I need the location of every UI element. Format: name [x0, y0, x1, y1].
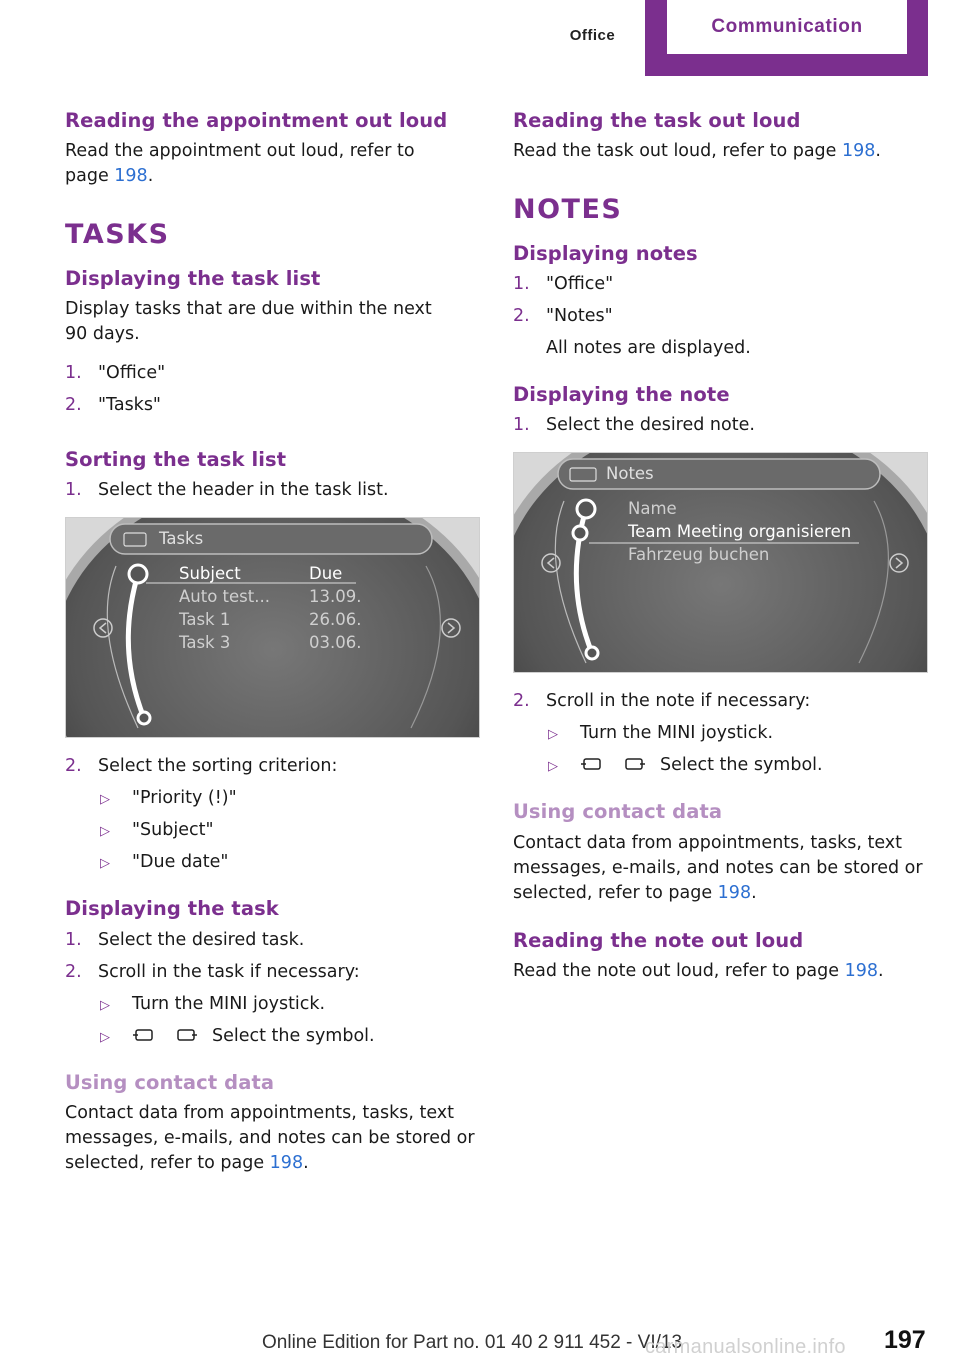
column-header-subject: Subject: [179, 564, 241, 584]
watermark: carmanualsonline.info: [645, 1336, 846, 1358]
chapter-title-tasks: TASKS: [65, 219, 170, 251]
section-title-contact-data: Using contact data: [65, 1070, 275, 1094]
list-item: 2. "Tasks": [65, 395, 161, 416]
section-title-reading-note: Reading the note out loud: [513, 928, 804, 952]
page-link[interactable]: 198: [717, 882, 752, 903]
paragraph-contact-data: Contact data from appointments, tasks, text messages, e-mails, and notes can be stored or selected, refer to page 198.: [65, 1103, 475, 1174]
scroll-forward-icon: [620, 756, 646, 772]
sub-list-item: ▷ "Subject": [100, 820, 214, 841]
task-row-due: 03.06.: [309, 633, 362, 653]
section-title-displaying-task: Displaying the task: [65, 897, 279, 921]
page-footer: [0, 1326, 960, 1362]
list-item: 2. Select the sorting criterion: ▷ "Priority (!)" ▷ "Subject" ▷ "Due date": [65, 754, 480, 875]
screen-title: Notes: [606, 464, 654, 484]
section-title-sorting: Sorting the task list: [65, 448, 287, 472]
task-row-name: Auto test...: [179, 587, 270, 607]
page-number: 197: [884, 1326, 926, 1354]
sub-list-item: ▷ "Due date": [100, 852, 229, 873]
paragraph-task-list: Display tasks that are due within the next 90 days.: [65, 299, 432, 345]
task-row-due: 26.06.: [309, 610, 362, 630]
section-title-contact-data: Using contact data: [513, 800, 723, 824]
list-item: 2. Scroll in the note if necessary: ▷ Turn the MINI joystick. ▷ Select the symbol.: [513, 689, 928, 778]
scroll-forward-icon: [172, 1027, 198, 1043]
paragraph-reading-appointment: Read the appointment out loud, refer to page 198.: [65, 141, 415, 187]
list-item: 1. "Office": [513, 274, 614, 295]
section-title-displaying-note: Displaying the note: [513, 383, 730, 407]
sub-list-item: ▷ Select the symbol.: [100, 1025, 375, 1046]
paragraph-reading-task: Read the task out loud, refer to page 198.: [513, 141, 881, 162]
sub-list-item: ▷ Turn the MINI joystick.: [100, 993, 326, 1014]
task-row-due: 13.09.: [309, 587, 362, 607]
paragraph-contact-data: Contact data from appointments, tasks, text messages, e-mails, and notes can be stored or selected, refer to page 198.: [513, 832, 923, 903]
list-item: 1. Select the desired task.: [65, 929, 305, 950]
sub-list-item: ▷ Select the symbol.: [548, 755, 823, 776]
chapter-title-notes: NOTES: [513, 194, 623, 226]
scroll-back-icon: [132, 1027, 158, 1043]
screen-title: Tasks: [159, 529, 204, 549]
sub-list-item: ▷ "Priority (!)": [100, 788, 237, 809]
left-column: [65, 108, 480, 1176]
header-tab-communication: [645, 0, 928, 76]
page-link[interactable]: 198: [269, 1153, 304, 1174]
note-row: Fahrzeug buchen: [628, 545, 770, 565]
task-row-name: Task 3: [179, 633, 231, 653]
list-item: 1. "Office": [65, 363, 166, 384]
section-title-displaying-notes: Displaying notes: [513, 241, 698, 265]
page-link[interactable]: 198: [114, 166, 148, 187]
scroll-back-icon: [580, 756, 606, 772]
section-title-reading-appointment: Reading the appointment out loud: [65, 109, 448, 132]
header-tab-communication-label: Communication: [667, 0, 907, 54]
list-item: 1. Select the desired note.: [513, 415, 755, 436]
list-item: 2. Scroll in the task if necessary: ▷ Turn the MINI joystick. ▷ Select the symbol.: [65, 960, 480, 1049]
list-item: 1. Select the header in the task list.: [65, 480, 389, 501]
list-note: All notes are displayed.: [546, 338, 751, 359]
column-header-due: Due: [309, 564, 343, 584]
paragraph-reading-note: Read the note out loud, refer to page 198.: [513, 961, 884, 982]
section-title-task-list: Displaying the task list: [65, 266, 321, 290]
task-row-name: Task 1: [179, 610, 231, 630]
list-item: 2. "Notes" All notes are displayed.: [513, 304, 928, 361]
column-header-name: Name: [628, 499, 677, 519]
note-row: Team Meeting organisieren: [628, 522, 852, 542]
header-tab-office: Office: [569, 27, 616, 44]
page-link[interactable]: 198: [844, 961, 878, 982]
notes-screen-image: [513, 452, 928, 673]
page-link[interactable]: 198: [842, 141, 876, 162]
sub-list-item: ▷ Turn the MINI joystick.: [548, 723, 774, 744]
right-column: [513, 108, 928, 984]
section-title-reading-task: Reading the task out loud: [513, 109, 801, 132]
edition-text: Online Edition for Part no. 01 40 2 911 452 - VI/13: [262, 1332, 683, 1353]
tasks-screen-image: [65, 517, 480, 738]
